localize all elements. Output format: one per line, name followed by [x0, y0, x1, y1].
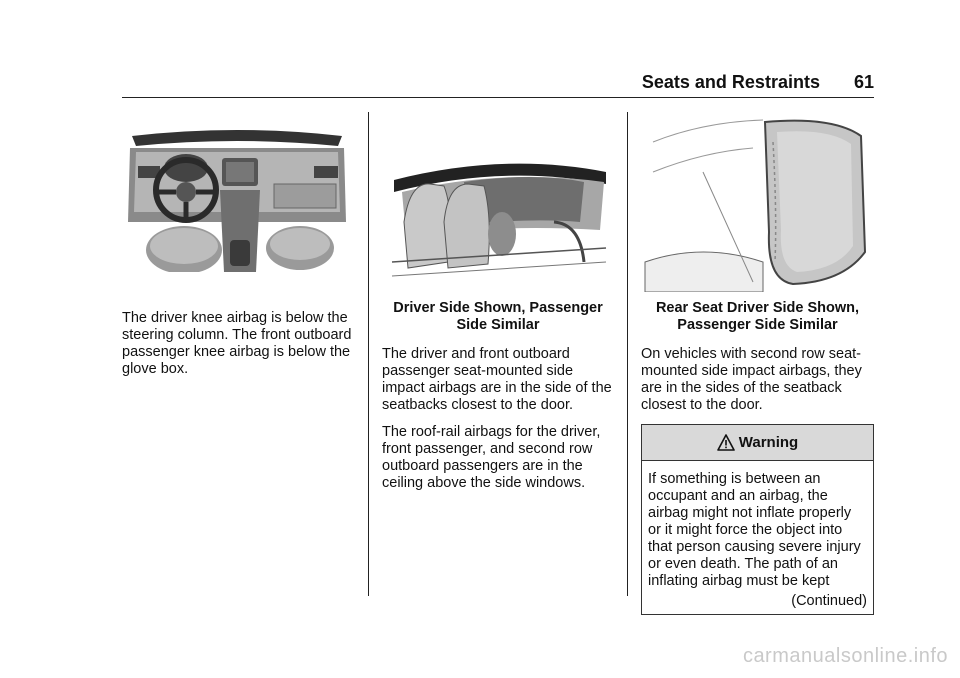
knee-airbag-paragraph: The driver knee airbag is below the steering column. The front outboard passenger knee airbag is below the glove box.	[122, 310, 352, 377]
header-rule	[122, 97, 874, 98]
side-roof-rail-airbags-illustration	[384, 112, 610, 292]
seat-side-airbag-paragraph: The driver and front outboard passenger seat-mounted side impact airbags are in the side of the seatbacks closest to the door.	[382, 346, 612, 413]
warning-triangle-icon	[717, 434, 735, 451]
column-2	[382, 112, 614, 502]
rear-seat-side-airbag-illustration	[643, 112, 869, 292]
warning-header	[642, 425, 873, 461]
warning-body	[642, 461, 873, 614]
column-3	[641, 112, 874, 615]
roof-rail-airbag-paragraph: The roof-rail airbags for the driver, front passenger, and second row outboard passengers are in the ceiling above the side windows.	[382, 424, 601, 491]
dashboard-knee-airbags-illustration	[124, 112, 350, 292]
page-number: 61	[853, 72, 874, 92]
figure-2-caption: Driver Side Shown, Passenger Side Similar	[393, 300, 603, 333]
page-header	[122, 72, 874, 93]
column-divider-2	[627, 112, 628, 596]
warning-text: If something is between an occupant and an airbag, the airbag might not inflate properly or it might force the object into that person causing severe injury or even death. The path of an inflating airbag must be kept	[648, 471, 861, 589]
section-title: Seats and Restraints	[641, 72, 820, 92]
warning-title: Warning	[738, 434, 799, 451]
column-divider-1	[368, 112, 369, 596]
column-1	[122, 112, 354, 388]
watermark-text: carmanualsonline.info	[742, 645, 948, 667]
rear-seat-airbag-paragraph: On vehicles with second row seat-mounted side impact airbags, they are in the sides of the seatback closest to the door.	[641, 346, 862, 413]
figure-3-caption: Rear Seat Driver Side Shown, Passenger Side Similar	[655, 300, 860, 333]
warning-box	[641, 424, 874, 615]
continued-label: (Continued)	[791, 593, 867, 609]
